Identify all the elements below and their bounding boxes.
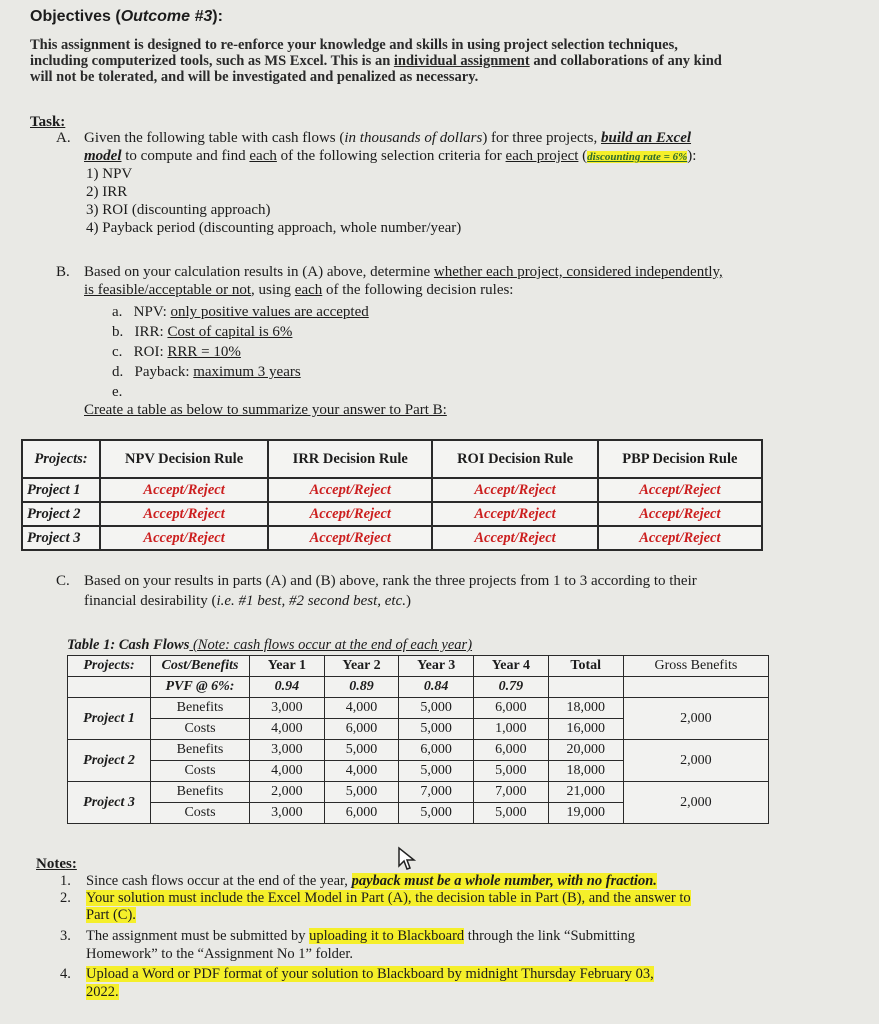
- note-2-marker: 2.: [60, 890, 71, 906]
- row-label: Costs: [151, 719, 250, 740]
- npv-cell: Accept/Reject: [100, 478, 268, 502]
- value-cell: 6,000: [324, 719, 399, 740]
- value-cell: 5,000: [399, 803, 474, 824]
- part-c-line-1: Based on your results in parts (A) and (B) above, rank the three projects from 1 to 3 according to their: [84, 573, 697, 589]
- roi-cell: Accept/Reject: [432, 526, 597, 550]
- part-a-marker: A.: [56, 130, 71, 146]
- project-label: Project 2: [22, 502, 100, 526]
- cash-table-header: [68, 656, 769, 677]
- part-b-line-2: is feasible/acceptable or not, using each of the following decision rules:: [84, 282, 514, 298]
- value-cell: 3,000: [250, 740, 325, 761]
- table-row: [22, 478, 762, 502]
- rule-payback: d. Payback: maximum 3 years: [112, 364, 301, 380]
- row-label: Benefits: [151, 782, 250, 803]
- gross-benefits-cell: 2,000: [623, 740, 768, 782]
- note-3-marker: 3.: [60, 928, 71, 944]
- npv-cell: Accept/Reject: [100, 526, 268, 550]
- value-cell: 7,000: [474, 782, 549, 803]
- project-label: Project 3: [68, 782, 151, 824]
- pvf-value: 0.94: [250, 677, 325, 698]
- row-label: Costs: [151, 803, 250, 824]
- value-cell: 4,000: [250, 761, 325, 782]
- header-year-2: Year 2: [324, 656, 399, 677]
- rule-e: e.: [112, 384, 123, 400]
- note-4-marker: 4.: [60, 966, 71, 982]
- pbp-cell: Accept/Reject: [598, 478, 762, 502]
- value-cell: 6,000: [474, 698, 549, 719]
- irr-cell: Accept/Reject: [268, 526, 432, 550]
- value-cell: 7,000: [399, 782, 474, 803]
- value-cell: 5,000: [399, 698, 474, 719]
- rule-irr: b. IRR: Cost of capital is 6%: [112, 324, 293, 340]
- value-cell: 4,000: [324, 761, 399, 782]
- value-cell: 3,000: [250, 698, 325, 719]
- total-cell: 19,000: [548, 803, 623, 824]
- empty-cell: [68, 677, 151, 698]
- empty-cell: [623, 677, 768, 698]
- value-cell: 5,000: [474, 761, 549, 782]
- note-3-line-1: The assignment must be submitted by uploading it to Blackboard through the link “Submitting: [86, 928, 635, 944]
- note-2-line-1: Your solution must include the Excel Model in Part (A), the decision table in Part (B), and the answer to: [86, 890, 691, 906]
- criterion-payback: 4) Payback period (discounting approach, whole number/year): [86, 220, 462, 236]
- value-cell: 6,000: [474, 740, 549, 761]
- total-cell: 18,000: [548, 761, 623, 782]
- gross-benefits-cell: 2,000: [623, 698, 768, 740]
- cash-flows-table: [67, 655, 769, 824]
- npv-cell: Accept/Reject: [100, 502, 268, 526]
- irr-cell: Accept/Reject: [268, 478, 432, 502]
- decision-table: [21, 439, 763, 551]
- value-cell: 5,000: [474, 803, 549, 824]
- header-roi: ROI Decision Rule: [432, 440, 597, 478]
- note-4-line-2: 2022.: [86, 984, 119, 1000]
- irr-cell: Accept/Reject: [268, 502, 432, 526]
- table-row: [22, 526, 762, 550]
- note-2-line-2: Part (C).: [86, 907, 136, 923]
- criterion-roi: 3) ROI (discounting approach): [86, 202, 271, 218]
- table-row: [68, 740, 769, 761]
- intro-line-3: will not be tolerated, and will be investigated and penalized as necessary.: [30, 69, 479, 85]
- value-cell: 5,000: [324, 782, 399, 803]
- header-year-1: Year 1: [250, 656, 325, 677]
- pbp-cell: Accept/Reject: [598, 526, 762, 550]
- pvf-row: [68, 677, 769, 698]
- value-cell: 6,000: [399, 740, 474, 761]
- header-pbp: PBP Decision Rule: [598, 440, 762, 478]
- header-gross-benefits: Gross Benefits: [623, 656, 768, 677]
- row-label: Benefits: [151, 740, 250, 761]
- pbp-cell: Accept/Reject: [598, 502, 762, 526]
- project-label: Project 1: [22, 478, 100, 502]
- value-cell: 1,000: [474, 719, 549, 740]
- row-label: Benefits: [151, 698, 250, 719]
- pvf-value: 0.79: [474, 677, 549, 698]
- total-cell: 16,000: [548, 719, 623, 740]
- value-cell: 2,000: [250, 782, 325, 803]
- total-cell: 21,000: [548, 782, 623, 803]
- header-npv: NPV Decision Rule: [100, 440, 268, 478]
- value-cell: 4,000: [324, 698, 399, 719]
- project-label: Project 3: [22, 526, 100, 550]
- part-b-table-note: Create a table as below to summarize your answer to Part B:: [84, 402, 447, 418]
- roi-cell: Accept/Reject: [432, 502, 597, 526]
- header-irr: IRR Decision Rule: [268, 440, 432, 478]
- header-projects: Projects:: [22, 440, 100, 478]
- part-c-marker: C.: [56, 573, 70, 589]
- header-projects: Projects:: [68, 656, 151, 677]
- intro-line-1: This assignment is designed to re-enforce your knowledge and skills in using project selection techniques,: [30, 37, 678, 53]
- total-cell: 20,000: [548, 740, 623, 761]
- total-cell: 18,000: [548, 698, 623, 719]
- note-1: Since cash flows occur at the end of the year, payback must be a whole number, with no fraction.: [86, 873, 657, 889]
- rule-npv: a. NPV: only positive values are accepted: [112, 304, 369, 320]
- part-a-line-2: model to compute and find each of the following selection criteria for each project (discounting rate = 6%):: [84, 148, 697, 164]
- value-cell: 3,000: [250, 803, 325, 824]
- project-label: Project 2: [68, 740, 151, 782]
- table-row: [22, 502, 762, 526]
- criterion-irr: 2) IRR: [86, 184, 128, 200]
- pvf-value: 0.84: [399, 677, 474, 698]
- value-cell: 4,000: [250, 719, 325, 740]
- intro-line-2: including computerized tools, such as MS Excel. This is an individual assignment and collaborations of any kind: [30, 53, 722, 69]
- objectives-title: Objectives (Outcome #3):: [30, 8, 223, 25]
- header-total: Total: [548, 656, 623, 677]
- notes-title: Notes:: [36, 856, 77, 872]
- note-3-line-2: Homework” to the “Assignment No 1” folder.: [86, 946, 353, 962]
- roi-cell: Accept/Reject: [432, 478, 597, 502]
- table-row: [68, 782, 769, 803]
- project-label: Project 1: [68, 698, 151, 740]
- table-row: [68, 698, 769, 719]
- decision-table-header: [22, 440, 762, 478]
- header-year-4: Year 4: [474, 656, 549, 677]
- header-year-3: Year 3: [399, 656, 474, 677]
- value-cell: 5,000: [399, 719, 474, 740]
- value-cell: 5,000: [399, 761, 474, 782]
- part-b-marker: B.: [56, 264, 70, 280]
- row-label: Costs: [151, 761, 250, 782]
- pvf-label: PVF @ 6%:: [151, 677, 250, 698]
- part-a-line-1: Given the following table with cash flows (in thousands of dollars) for three projects, build an Excel: [84, 130, 692, 146]
- header-cost-benefits: Cost/Benefits: [151, 656, 250, 677]
- task-label: Task:: [30, 114, 66, 130]
- criterion-npv: 1) NPV: [86, 166, 133, 182]
- empty-cell: [548, 677, 623, 698]
- gross-benefits-cell: 2,000: [623, 782, 768, 824]
- cash-table-caption: Table 1: Cash Flows (Note: cash flows occur at the end of each year): [67, 637, 473, 653]
- pvf-value: 0.89: [324, 677, 399, 698]
- part-b-line-1: Based on your calculation results in (A) above, determine whether each project, considered independently,: [84, 264, 723, 280]
- note-1-marker: 1.: [60, 873, 71, 889]
- part-c-line-2: financial desirability (i.e. #1 best, #2 second best, etc.): [84, 593, 411, 609]
- mouse-pointer-icon: [397, 846, 417, 872]
- discount-rate-highlight: discounting rate = 6%: [587, 151, 688, 163]
- note-4-line-1: Upload a Word or PDF format of your solution to Blackboard by midnight Thursday February 03,: [86, 966, 654, 982]
- rule-roi: c. ROI: RRR = 10%: [112, 344, 241, 360]
- value-cell: 6,000: [324, 803, 399, 824]
- value-cell: 5,000: [324, 740, 399, 761]
